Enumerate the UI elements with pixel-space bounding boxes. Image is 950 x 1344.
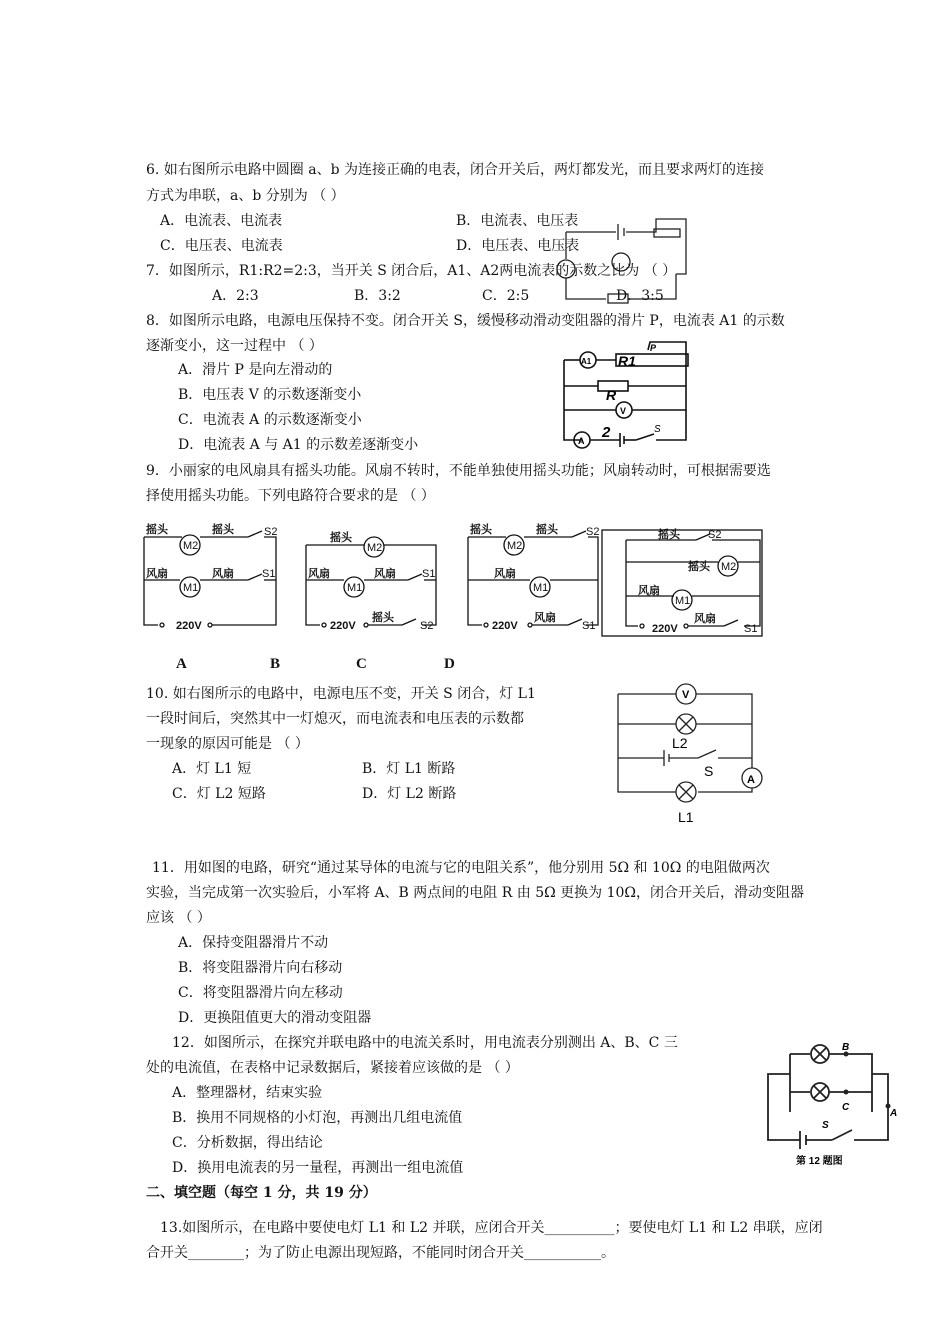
q12-option-c: C．分析数据，得出结论	[172, 1135, 323, 1151]
q11-option-b: B．将变阻器滑片向右移动	[178, 960, 343, 976]
q9d-label-fengshan-2: 风扇	[694, 613, 716, 625]
q10-fig-s-label: S	[704, 763, 714, 779]
q7-option-c: C．2:5	[482, 288, 530, 304]
q11-option-c: C．将变阻器滑片向左移动	[178, 985, 343, 1001]
q12-circuit-diagram	[762, 1036, 912, 1166]
q9c-label-fengshan-1: 风扇	[494, 568, 516, 580]
q11-stem-line2: 实验，当完成第一次实验后，小军将 A、B 两点间的电阻 R 由 5Ω 更换为 10Ω，闭合开关后，滑动变阻器	[146, 885, 805, 901]
q9c-label-yaotou-2: 摇头	[536, 524, 558, 536]
q9a-label-s2: S2	[264, 526, 278, 538]
q9a-label-yaotou-1: 摇头	[146, 524, 168, 536]
q8-option-c: C．电流表 A 的示数逐渐变小	[178, 412, 362, 428]
q9-label-c: C	[356, 656, 367, 672]
q9-stem-line1: 9．小丽家的电风扇具有摇头功能。风扇不转时，不能单独使用摇头功能；风扇转动时，可根据需要选	[146, 463, 771, 479]
q8-fig-s-label: S	[654, 424, 661, 435]
q9a-label-yaotou-2: 摇头	[212, 524, 234, 536]
q7-option-a: A．2:3	[212, 288, 259, 304]
q9a-label-m1: M1	[183, 582, 199, 594]
q9b-label-m2: M2	[367, 542, 383, 554]
q9d-label-s1: S1	[744, 623, 758, 635]
q9c-label-s2: S2	[586, 526, 600, 538]
q9d-label-s2: S2	[708, 529, 722, 541]
q9-label-a: A	[176, 656, 187, 672]
q9d-label-fengshan-1: 风扇	[638, 585, 660, 597]
q8-fig-a1-label: A1	[581, 357, 592, 366]
q8-stem-line2: 逐渐变小，这一过程中 （ ）	[146, 338, 323, 354]
q8-fig-2-label: 2	[602, 424, 611, 441]
q9c-label-m2: M2	[507, 540, 523, 552]
q9b-label-m1: M1	[347, 582, 363, 594]
q8-option-d: D．电流表 A 与 A1 的示数差逐渐变小	[178, 437, 419, 453]
q10-option-a: A．灯 L1 短	[172, 761, 252, 777]
q8-fig-r1-label: R1	[618, 353, 636, 369]
q9d-label-m2: M2	[721, 561, 737, 573]
q9c-label-yaotou-1: 摇头	[470, 524, 492, 536]
q12-stem-line2: 处的电流值，在表格中记录数据后，紧接着应该做的是 （ ）	[146, 1060, 519, 1076]
q10-option-d: D．灯 L2 断路	[362, 786, 457, 802]
q6-option-c: C．电压表、电流表	[160, 238, 283, 254]
q9d-label-yaotou-2: 摇头	[688, 561, 710, 573]
q12-option-b: B．换用不同规格的小灯泡，再测出几组电流值	[172, 1110, 463, 1126]
q6-stem-line2: 方式为串联，a、b 分别为 （ ）	[146, 188, 345, 204]
q7-option-d: D．3:5	[616, 288, 664, 304]
q12-fig-a-label: A	[890, 1108, 898, 1119]
q9a-label-220v: 220V	[176, 620, 202, 632]
q12-fig-caption: 第 12 题图	[796, 1156, 843, 1167]
q13-stem-line1: 13.如图所示，在电路中要使电灯 L1 和 L2 并联，应闭合开关__________；要使电灯 L1 和 L2 串联，应闭	[160, 1220, 823, 1236]
q10-fig-a-label: A	[747, 774, 755, 786]
q8-fig-r-label: R	[606, 387, 617, 403]
q10-fig-l1-label: L1	[678, 809, 694, 825]
q12-fig-b-label: B	[842, 1042, 850, 1053]
q9c-label-m1: M1	[533, 582, 549, 594]
q9-label-d: D	[444, 656, 455, 672]
q8-stem-line1: 8．如图所示电路，电源电压保持不变。闭合开关 S，缓慢移动滑动变阻器的滑片 P，电流表 A1 的示数	[146, 313, 785, 329]
q9d-label-220v: 220V	[652, 623, 678, 635]
q9-label-b: B	[270, 656, 281, 672]
q9a-label-m2: M2	[183, 540, 199, 552]
q9b-label-yaotou-1: 摇头	[330, 532, 352, 544]
q9-circuit-d	[598, 518, 768, 638]
q9d-label-yaotou-1: 摇头	[658, 529, 680, 541]
q9c-label-220v: 220V	[492, 620, 518, 632]
q8-fig-p-label: P	[650, 343, 657, 353]
q8-fig-a-label: A	[578, 436, 585, 446]
q10-fig-l2-label: L2	[672, 735, 688, 751]
q6-option-b: B．电流表、电压表	[456, 213, 579, 229]
section-2-title: 二、填空题（每空 1 分，共 19 分）	[146, 1185, 377, 1201]
q11-stem-line1: 11．用如图的电路，研究“通过某导体的电流与它的电阻关系”，他分别用 5Ω 和 10Ω 的电阻做两次	[152, 860, 770, 876]
q8-fig-v-label: V	[620, 406, 627, 416]
q7-stem: 7．如图所示，R1:R2=2:3，当开关 S 闭合后，A1、A2两电流表的示数之比为 （ ）	[146, 263, 677, 279]
q9b-label-yaotou-2: 摇头	[372, 612, 394, 624]
q9b-label-s2: S2	[420, 620, 434, 632]
q9-circuit-b	[302, 525, 442, 635]
q9-stem-line2: 择使用摇头功能。下列电路符合要求的是 （ ）	[146, 488, 435, 504]
q9b-label-fengshan-2: 风扇	[374, 568, 396, 580]
q12-fig-c-label: C	[842, 1102, 850, 1113]
q9b-label-fengshan-1: 风扇	[308, 568, 330, 580]
q9c-label-fengshan-2: 风扇	[534, 612, 556, 624]
q6-option-d: D．电压表、电压表	[456, 238, 580, 254]
q10-stem-line3: 一现象的原因可能是 （ ）	[146, 736, 309, 752]
q12-fig-s-label: S	[822, 1120, 829, 1131]
q12-option-a: A．整理器材，结束实验	[172, 1085, 323, 1101]
q10-option-c: C．灯 L2 短路	[172, 786, 266, 802]
q9b-label-s1: S1	[422, 568, 436, 580]
q6-stem-line1: 6. 如右图所示电路中圆圈 a、b 为连接正确的电表，闭合开关后，两灯都发光，而且要求两灯的连接	[146, 162, 765, 178]
q8-circuit-diagram	[558, 338, 698, 448]
q11-option-d: D．更换阻值更大的滑动变阻器	[178, 1010, 372, 1026]
q9a-label-s1: S1	[262, 568, 276, 580]
q10-option-b: B．灯 L1 断路	[362, 761, 456, 777]
q12-stem-line1: 12．如图所示，在探究并联电路中的电流关系时，用电流表分别测出 A、B、C 三	[172, 1035, 678, 1051]
q8-option-b: B．电压表 V 的示数逐渐变小	[178, 387, 362, 403]
q13-stem-line2: 合开关________；为了防止电源出现短路，不能同时闭合开关___________。	[146, 1245, 615, 1261]
q9b-label-220v: 220V	[330, 620, 356, 632]
q6-option-a: A．电流表、电流表	[160, 213, 283, 229]
q8-option-a: A．滑片 P 是向左滑动的	[178, 362, 333, 378]
q9c-label-s1: S1	[582, 620, 596, 632]
q10-stem-line2: 一段时间后，突然其中一灯熄灭，而电流表和电压表的示数都	[146, 711, 524, 727]
q10-stem-line1: 10. 如右图所示的电路中，电源电压不变，开关 S 闭合，灯 L1	[146, 686, 536, 702]
q9d-label-m1: M1	[675, 595, 691, 607]
q10-fig-v-label: V	[682, 689, 690, 701]
q9-circuit-c	[464, 525, 604, 635]
q11-stem-line3: 应该 （ ）	[146, 910, 211, 926]
q9-circuit-a	[140, 525, 280, 635]
q12-option-d: D．换用电流表的另一量程，再测出一组电流值	[172, 1160, 464, 1176]
q10-circuit-diagram	[612, 680, 792, 830]
q11-option-a: A．保持变阻器滑片不动	[178, 935, 329, 951]
q7-option-b: B．3:2	[354, 288, 401, 304]
q9a-label-fengshan-1: 风扇	[146, 568, 168, 580]
q9a-label-fengshan-2: 风扇	[212, 568, 234, 580]
